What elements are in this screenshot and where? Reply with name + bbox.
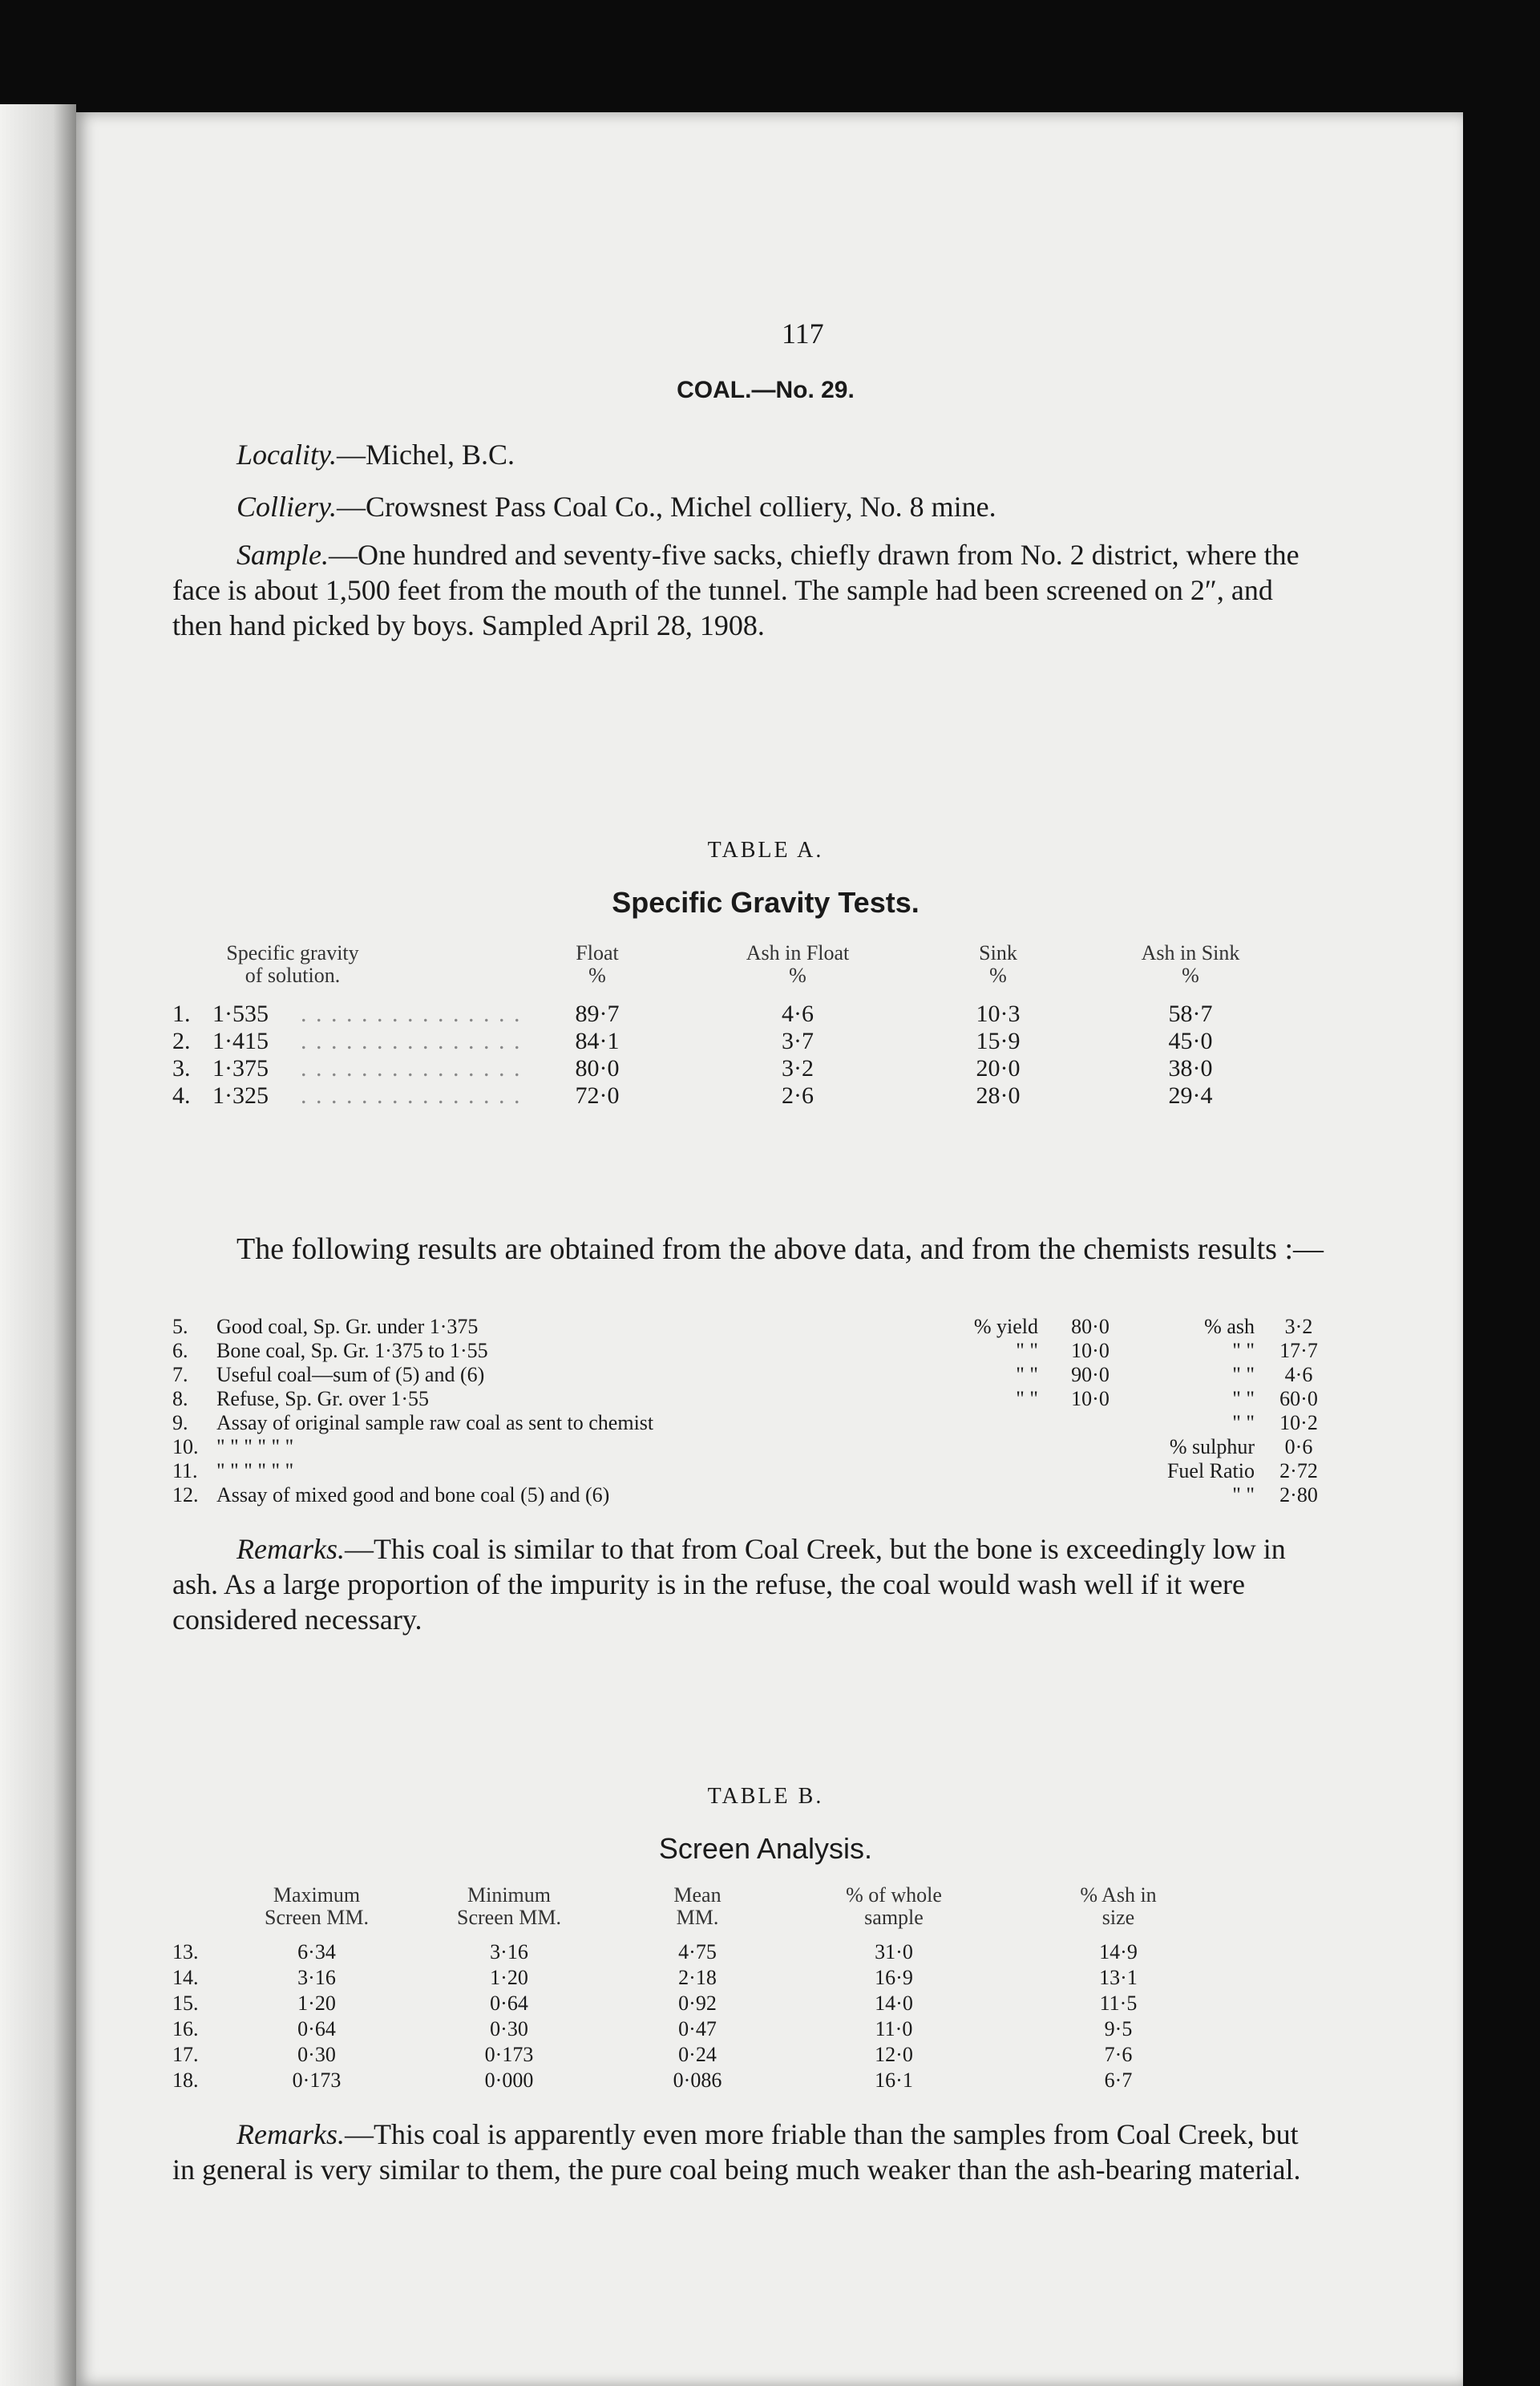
- remarks-b-label: Remarks.: [236, 2118, 345, 2150]
- table-b-header-pct: % of whole sample: [846, 1883, 942, 1929]
- table-b-header-mean: Mean MM.: [673, 1883, 721, 1929]
- table-a-title: Specific Gravity Tests.: [612, 886, 920, 919]
- remarks-a: [172, 1531, 1327, 1637]
- result-unit2: " ": [1232, 1387, 1255, 1410]
- ash-sink-value: 58·7: [1168, 1001, 1213, 1027]
- result-unit2: % sulphur: [1169, 1435, 1255, 1458]
- table-b-header-max: Maximum Screen MM.: [265, 1883, 369, 1929]
- min-screen: 0·000: [484, 2069, 534, 2092]
- colliery-text: —Crowsnest Pass Coal Co., Michel colliery, No. 8 mine.: [337, 491, 996, 523]
- result-description: Bone coal, Sp. Gr. 1·375 to 1·55: [216, 1339, 488, 1362]
- result-value2: 0·6: [1284, 1435, 1313, 1458]
- table-row: [172, 1002, 1359, 1026]
- result-value: 10·0: [1071, 1339, 1110, 1362]
- result-value2: 3·2: [1284, 1315, 1313, 1338]
- sink-value: 10·3: [976, 1001, 1021, 1027]
- table-b-title: Screen Analysis.: [658, 1832, 873, 1865]
- row-number: 16.: [172, 2017, 199, 2040]
- pct-sample: 14·0: [875, 1992, 913, 2015]
- result-row: [172, 1459, 1359, 1483]
- result-number: 7.: [172, 1363, 188, 1386]
- float-value: 84·1: [575, 1028, 620, 1054]
- pct-sample: 16·9: [875, 1966, 913, 1989]
- sink-value: 28·0: [976, 1082, 1021, 1109]
- remarks-a-text: —This coal is similar to that from Coal Creek, but the bone is exceedingly low in ash. As a large proportion of the impurity is in the refuse, the coal would wash well if it were considered necessary.: [172, 1533, 1286, 1636]
- results-intro: The following results are obtained from the above data, and from the chemists results :—: [236, 1232, 1324, 1266]
- result-row: [172, 1363, 1359, 1387]
- ash-float-value: 3·2: [782, 1055, 814, 1082]
- table-a-header-sg: Specific gravity of solution.: [226, 941, 359, 987]
- table-a-header-sink: Sink %: [979, 941, 1017, 987]
- table-a-header-ash-sink: Ash in Sink %: [1141, 941, 1240, 987]
- row-number: 18.: [172, 2069, 199, 2092]
- result-value2: 10·2: [1279, 1411, 1318, 1434]
- page-title: COAL.—No. 29.: [677, 377, 855, 403]
- max-screen: 0·30: [297, 2043, 336, 2066]
- result-value2: 2·80: [1279, 1483, 1318, 1506]
- table-b-caption: TABLE B.: [707, 1784, 824, 1809]
- result-number: 12.: [172, 1483, 199, 1506]
- table-a-header-ash-float: Ash in Float %: [746, 941, 850, 987]
- row-number: 13.: [172, 1940, 199, 1963]
- result-number: 6.: [172, 1339, 188, 1362]
- ash-in-size: 13·1: [1099, 1966, 1138, 1989]
- result-row: [172, 1387, 1359, 1411]
- result-number: 9.: [172, 1411, 188, 1434]
- result-description: Refuse, Sp. Gr. over 1·55: [216, 1387, 430, 1410]
- ash-float-value: 4·6: [782, 1001, 814, 1027]
- result-unit: " ": [1016, 1387, 1038, 1410]
- page-number: 117: [782, 317, 824, 350]
- min-screen: 0·30: [490, 2017, 528, 2040]
- float-value: 89·7: [575, 1001, 620, 1027]
- table-row: [172, 1992, 1359, 2016]
- result-unit: " ": [1016, 1339, 1038, 1362]
- row-number: 17.: [172, 2043, 199, 2066]
- row-number: 14.: [172, 1966, 199, 1989]
- sink-value: 15·9: [976, 1028, 1021, 1054]
- result-unit: " ": [1016, 1363, 1038, 1386]
- result-value2: 4·6: [1284, 1363, 1313, 1386]
- table-row: [172, 1084, 1359, 1108]
- result-number: 5.: [172, 1315, 188, 1338]
- result-description: " " " " " ": [216, 1459, 294, 1482]
- book-spine-edge: [0, 104, 76, 2386]
- result-description: Useful coal—sum of (5) and (6): [216, 1363, 485, 1386]
- remarks-b-text: —This coal is apparently even more friable than the samples from Coal Creek, but in general is very similar to them, the pure coal being much weaker than the ash-bearing material.: [172, 2118, 1301, 2186]
- result-number: 10.: [172, 1435, 199, 1458]
- mean-mm: 0·086: [673, 2069, 722, 2092]
- result-value: 10·0: [1071, 1387, 1110, 1410]
- ash-sink-value: 38·0: [1168, 1055, 1213, 1082]
- table-row: [172, 1057, 1359, 1081]
- float-value: 72·0: [575, 1082, 620, 1109]
- table-a-caption: TABLE A.: [707, 838, 824, 863]
- result-row: [172, 1435, 1359, 1459]
- max-screen: 0·173: [292, 2069, 342, 2092]
- dot-leader: . . . . . . . . . . . . . . .: [301, 1028, 522, 1054]
- result-unit2: " ": [1232, 1363, 1255, 1386]
- colliery-paragraph: [172, 489, 1327, 524]
- ash-in-size: 6·7: [1104, 2069, 1133, 2092]
- dot-leader: . . . . . . . . . . . . . . .: [301, 1055, 522, 1082]
- locality-paragraph: [172, 437, 1327, 472]
- ash-float-value: 3·7: [782, 1028, 814, 1054]
- ash-in-size: 11·5: [1099, 1992, 1138, 2015]
- mean-mm: 0·92: [678, 1992, 717, 2015]
- result-unit2: % ash: [1204, 1315, 1255, 1338]
- sg-value: 1·415: [212, 1028, 269, 1054]
- pct-sample: 16·1: [875, 2069, 913, 2092]
- pct-sample: 31·0: [875, 1940, 913, 1963]
- sg-value: 1·535: [212, 1001, 269, 1027]
- mean-mm: 4·75: [678, 1940, 717, 1963]
- ash-float-value: 2·6: [782, 1082, 814, 1109]
- table-row: [172, 2069, 1359, 2093]
- mean-mm: 2·18: [678, 1966, 717, 1989]
- result-unit2: " ": [1232, 1411, 1255, 1434]
- ash-in-size: 9·5: [1104, 2017, 1133, 2040]
- ash-in-size: 7·6: [1104, 2043, 1133, 2066]
- result-row: [172, 1339, 1359, 1363]
- remarks-a-label: Remarks.: [236, 1533, 345, 1565]
- result-row: [172, 1315, 1359, 1339]
- result-value: 90·0: [1071, 1363, 1110, 1386]
- result-description: Good coal, Sp. Gr. under 1·375: [216, 1315, 479, 1338]
- result-row: [172, 1483, 1359, 1507]
- max-screen: 0·64: [297, 2017, 336, 2040]
- table-row: [172, 1966, 1359, 1990]
- sample-paragraph: [172, 537, 1327, 643]
- table-row: [172, 2017, 1359, 2041]
- row-number: 1.: [172, 1001, 191, 1027]
- result-unit2: Fuel Ratio: [1166, 1459, 1255, 1482]
- locality-text: —Michel, B.C.: [337, 439, 515, 471]
- result-description: Assay of mixed good and bone coal (5) and (6): [216, 1483, 610, 1506]
- sink-value: 20·0: [976, 1055, 1021, 1082]
- max-screen: 1·20: [297, 1992, 336, 2015]
- result-unit2: " ": [1232, 1339, 1255, 1362]
- table-b-header-min: Minimum Screen MM.: [457, 1883, 561, 1929]
- table-row: [172, 2043, 1359, 2067]
- min-screen: 0·64: [490, 1992, 528, 2015]
- result-value2: 17·7: [1279, 1339, 1318, 1362]
- ash-in-size: 14·9: [1099, 1940, 1138, 1963]
- table-row: [172, 1029, 1359, 1053]
- row-number: 2.: [172, 1028, 191, 1054]
- row-number: 3.: [172, 1055, 191, 1082]
- sample-label: Sample.: [236, 539, 329, 571]
- table-b-header-ash: % Ash in size: [1080, 1883, 1157, 1929]
- result-unit: % yield: [973, 1315, 1038, 1338]
- result-description: Assay of original sample raw coal as sent to chemist: [216, 1411, 654, 1434]
- max-screen: 6·34: [297, 1940, 336, 1963]
- remarks-b: [172, 2117, 1327, 2187]
- sg-value: 1·325: [212, 1082, 269, 1109]
- row-number: 4.: [172, 1082, 191, 1109]
- row-number: 15.: [172, 1992, 199, 2015]
- colliery-label: Colliery.: [236, 491, 337, 523]
- locality-label: Locality.: [236, 439, 337, 471]
- ash-sink-value: 45·0: [1168, 1028, 1213, 1054]
- result-row: [172, 1411, 1359, 1435]
- pct-sample: 12·0: [875, 2043, 913, 2066]
- dot-leader: . . . . . . . . . . . . . . .: [301, 1082, 522, 1109]
- float-value: 80·0: [575, 1055, 620, 1082]
- result-number: 8.: [172, 1387, 188, 1410]
- min-screen: 0·173: [484, 2043, 534, 2066]
- mean-mm: 0·47: [678, 2017, 717, 2040]
- result-description: " " " " " ": [216, 1435, 294, 1458]
- ash-sink-value: 29·4: [1168, 1082, 1213, 1109]
- table-a-header-float: Float %: [576, 941, 619, 987]
- result-value: 80·0: [1071, 1315, 1110, 1338]
- dot-leader: . . . . . . . . . . . . . . .: [301, 1001, 522, 1027]
- sg-value: 1·375: [212, 1055, 269, 1082]
- result-value2: 2·72: [1279, 1459, 1318, 1482]
- mean-mm: 0·24: [678, 2043, 717, 2066]
- result-value2: 60·0: [1279, 1387, 1318, 1410]
- pct-sample: 11·0: [875, 2017, 913, 2040]
- min-screen: 3·16: [490, 1940, 528, 1963]
- result-number: 11.: [172, 1459, 198, 1482]
- book-page: [76, 112, 1463, 2386]
- max-screen: 3·16: [297, 1966, 336, 1989]
- table-row: [172, 1940, 1359, 1964]
- min-screen: 1·20: [490, 1966, 528, 1989]
- result-unit2: " ": [1232, 1483, 1255, 1506]
- sample-text: —One hundred and seventy-five sacks, chiefly drawn from No. 2 district, where the face is about 1,500 feet from the mouth of the tunnel. The sample had been screened on 2″, and then hand picked by boys. Sampled April 28, 1908.: [172, 539, 1300, 641]
